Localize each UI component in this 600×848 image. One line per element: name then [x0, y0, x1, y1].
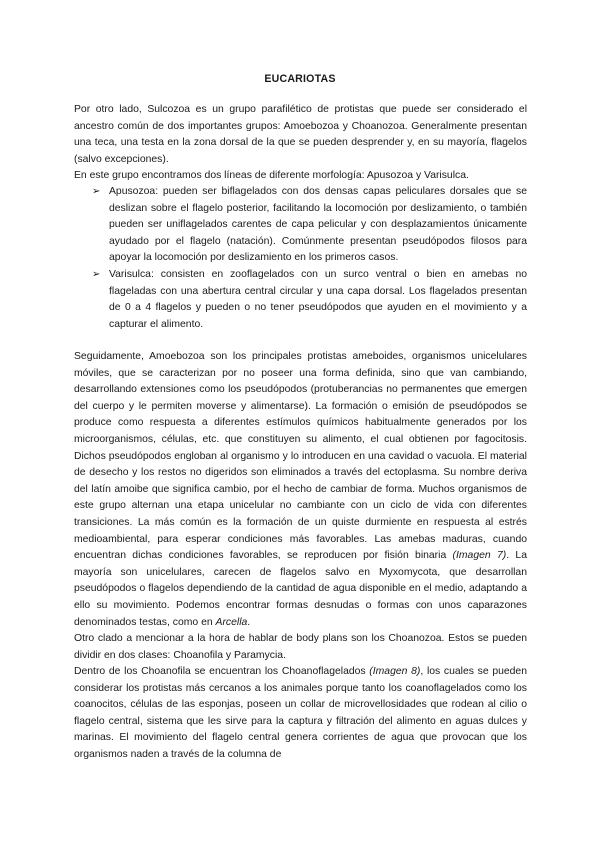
amoebozoa-text-continued: . La mayoría son unicelulares, carecen de flagelos salvo en Myxomycota, que desarrollan pseudópodos o flagelos dependiendo de la cantidad de agua disponible en el medio, adaptando a ello su movimiento. Podemos encontrar formas desnudas o formas con unos caparazones denominados testas, como en [74, 550, 527, 628]
image-7-reference: (Imagen 7) [452, 550, 507, 562]
choanofila-paragraph [74, 664, 527, 764]
sentence-end: . [247, 616, 251, 628]
choanozoa-paragraph: Otro clado a mencionar a la hora de hablar de body plans son los Choanozoa. Estos se pueden dividir en dos clases: Choanofila y Paramycia. [74, 633, 527, 661]
bullet-text: Varisulca: consisten en zooflagelados con un surco ventral o bien en amebas no flageladas con una abertura central circular y una capa dorsal. Los flagelados presentan de 0 a 4 flagelos y pueden o no tener pseudópodos que ayuden en el movimiento y a capturar el alimento. [109, 269, 527, 330]
groups-line: En este grupo encontramos dos líneas de diferente morfología: Apusozoa y Varisulca. [74, 170, 469, 181]
arrow-bullet-icon: ➢ [92, 186, 101, 197]
intro-paragraph: Por otro lado, Sulcozoa es un grupo parafilético de protistas que puede ser considerado el ancestro común de dos importantes grupos: Amoebozoa y Choanozoa. Generalmente presentan una teca, una testa en la zona dorsal de la que se pueden desprender y, en su mayoría, flagelos (salvo excepciones). [74, 104, 527, 165]
arrow-bullet-icon: ➢ [92, 269, 101, 280]
genus-name: Arcella [215, 616, 248, 628]
amoebozoa-text: Seguidamente, Amoebozoa son los principales protistas ameboides, organismos unicelulares móviles, que se caracterizan por no poseer una forma definida, sino que van cambiando, desarrollando extensiones como los pseudópodos (protuberancias no permanentes que emergen del cuerpo y le permiten moverse y alimentarse). La formación o emisión de pseudópodos se produce como respuesta a diferentes estímulos químicos habitualmente generados por los microorganismos, células, etc. que constituyen su alimento, el cual obtienen por fagocitosis. Dichos pseudópodos engloban al organismo y lo introducen en una cavidad o vacuola. El material de desecho y los restos no digeridos son eliminados a través del ectoplasma. Su nombre deriva del latín amoibe que significa cambio, por el hecho de cambiar de forma. Muchos organismos de este grupo alternan una etapa unicelular no cambiante con un ciclo de vida con diferentes transiciones. La más común es la formación de un quiste durmiente en respuesta al estrés medioambiental, para esperar condiciones más favorables. Las amebas maduras, cuando encuentran dichas condiciones favorables, se reproducen por fisión binaria [74, 351, 527, 562]
image-8-reference: (Imagen 8) [369, 666, 421, 677]
bullet-text: Apusozoa: pueden ser biflagelados con dos densas capas peliculares dorsales que se deslizan sobre el flagelo posterior, facilitando la locomoción por deslizamiento, o también pueden ser uniflagelados carentes de capa pelicular y con desplazamientos únicamente ayudado por el flagelo (natación). Comúnmente presentan pseudópodos filosos para apoyar la locomoción por deslizamiento en los primeros casos. [109, 186, 527, 264]
choanofila-text-continued: , los cuales se pueden considerar los protistas más cercanos a los animales porque tanto los coanoflagelados como los coanocitos, células de las esponjas, poseen un collar de microvellosidades que rodean al cilio o flagelo central, sistema que les sirve para la captura y filtración del alimento en aguas dulces y marinas. El movimiento del flagelo central genera corrientes de agua que provocan que los organismos naden a través de la columna de [74, 666, 527, 760]
choanofila-text: Dentro de los Choanofila se encuentran los Choanoflagelados [74, 666, 370, 677]
amoebozoa-paragraph [74, 349, 527, 631]
page-title: EUCARIOTAS [264, 73, 336, 85]
